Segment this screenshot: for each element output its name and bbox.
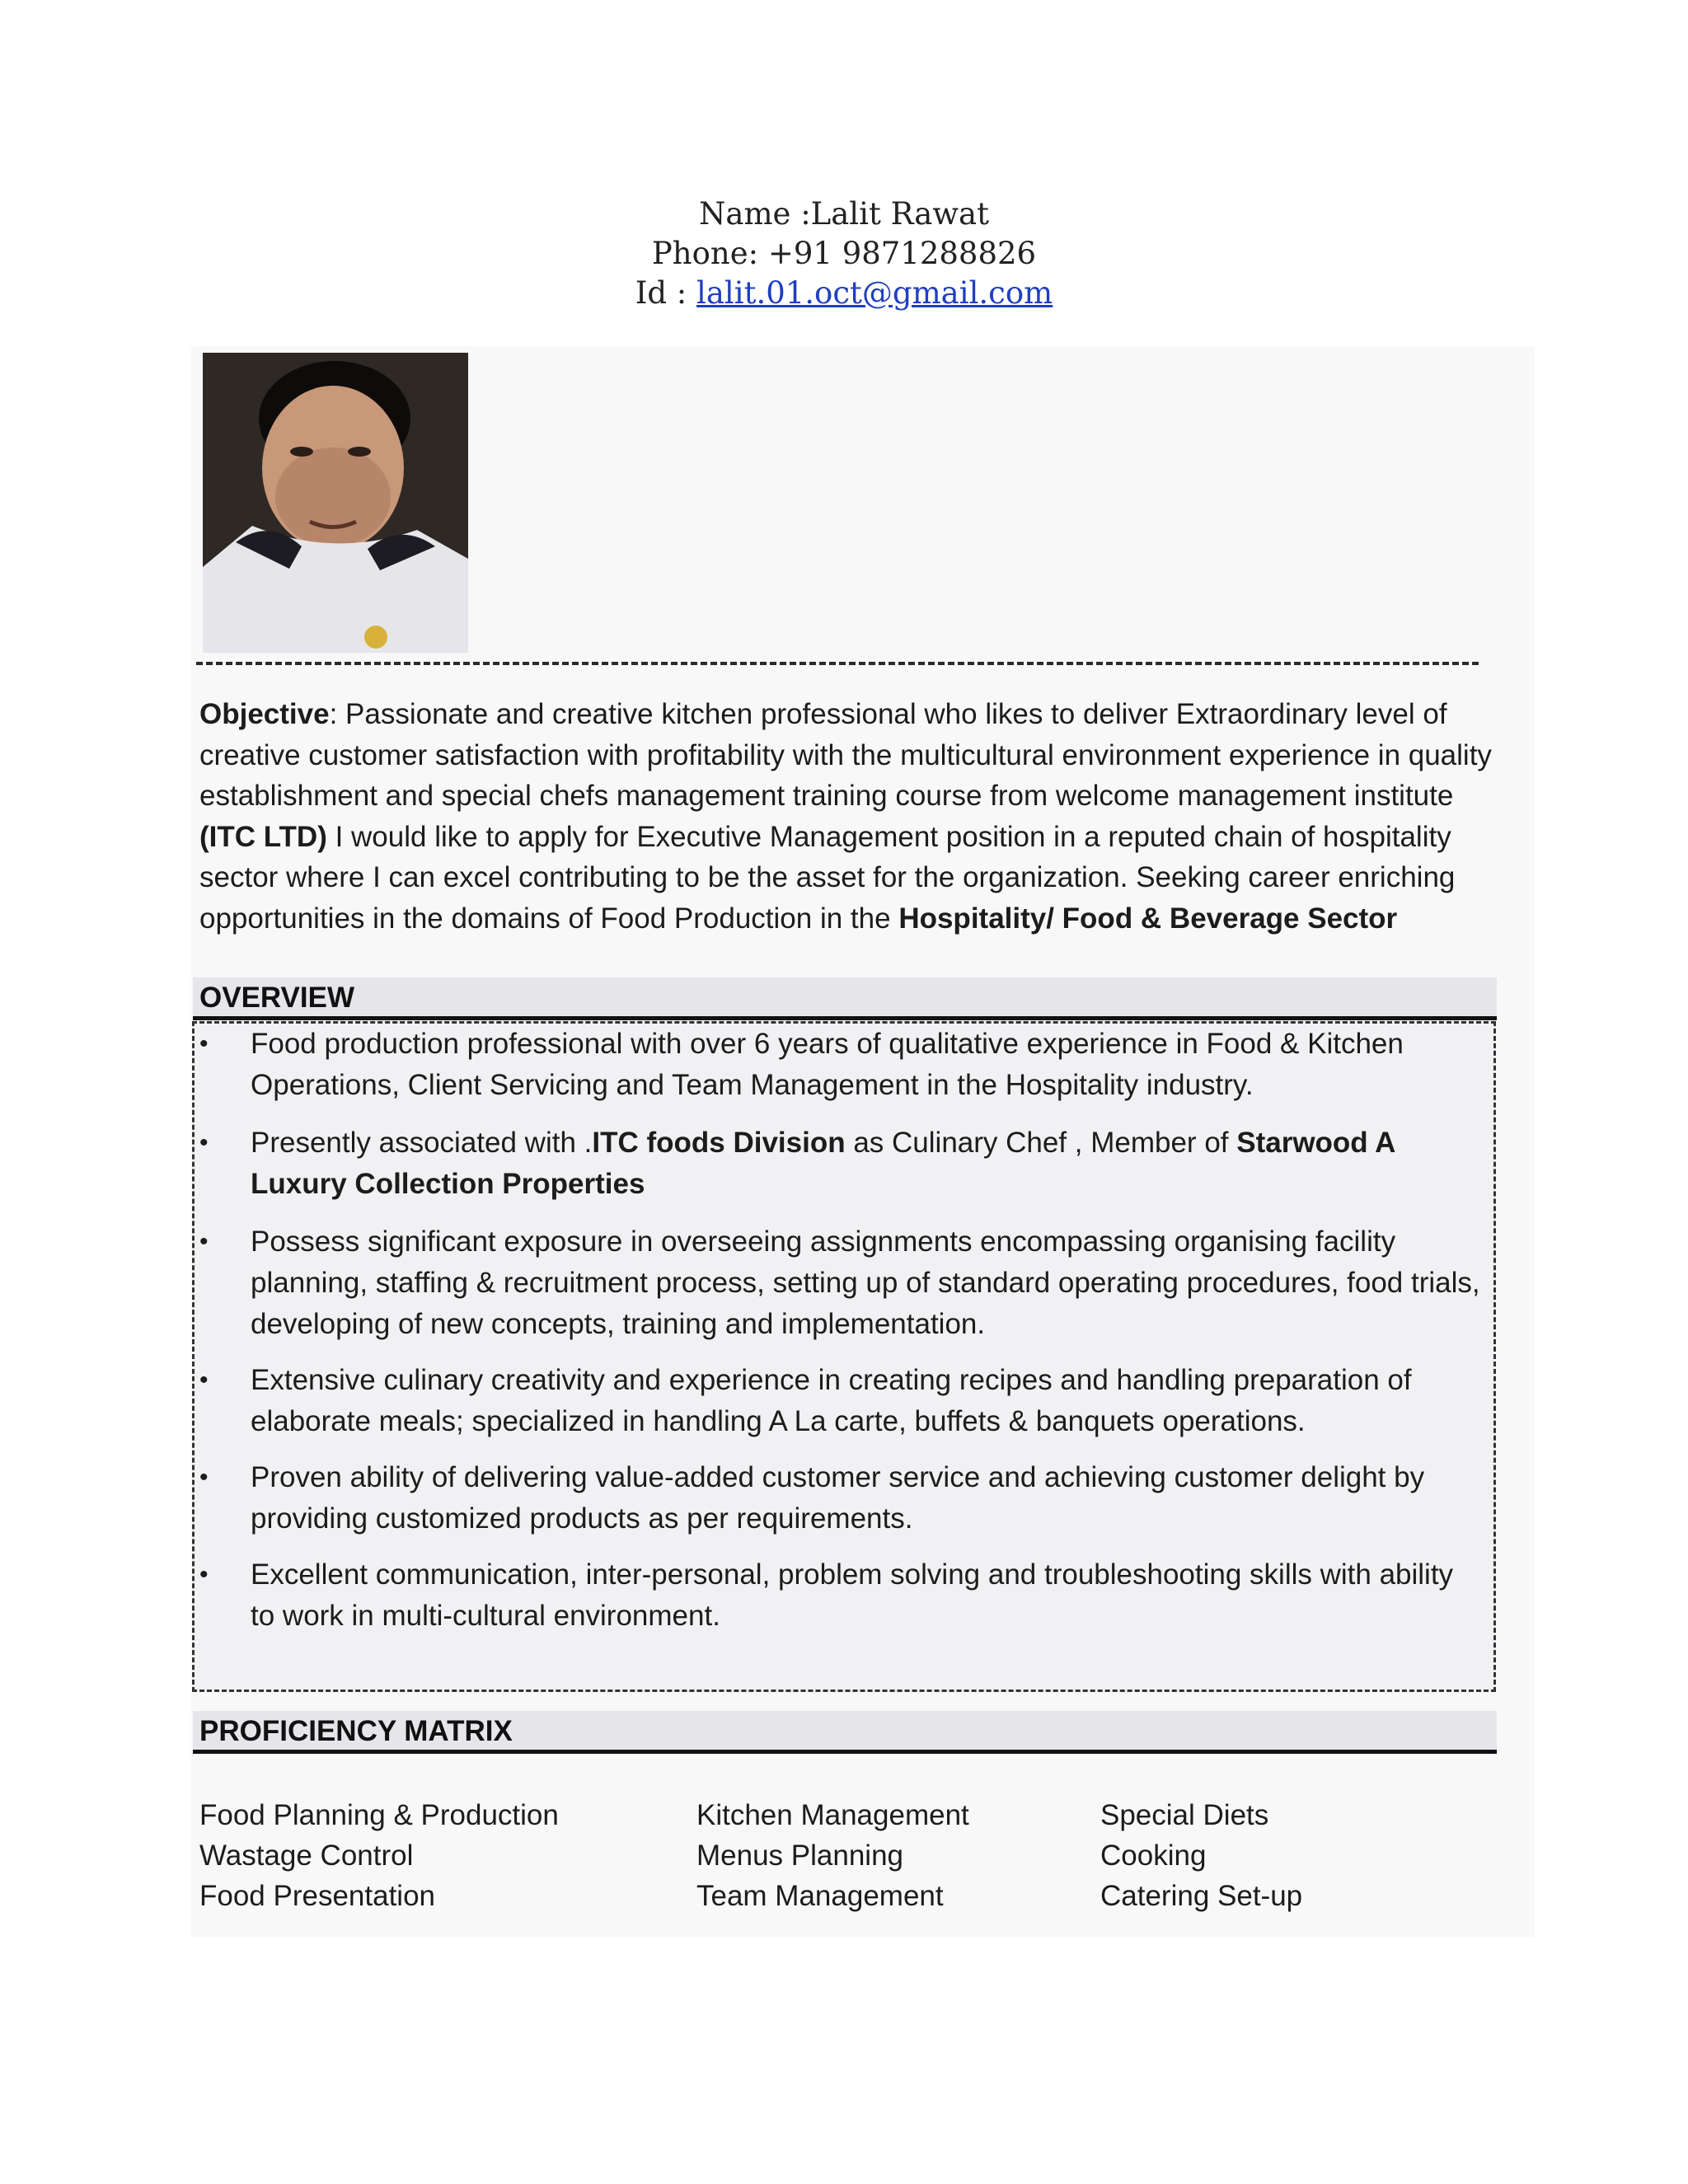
skill-item: Food Planning & Production bbox=[199, 1799, 559, 1831]
contact-header bbox=[0, 194, 1688, 313]
list-item-bold-a: ITC foods Division bbox=[592, 1127, 846, 1159]
profile-photo bbox=[203, 353, 468, 653]
bullet-icon: • bbox=[199, 1129, 209, 1156]
bullet-icon: • bbox=[199, 1464, 209, 1491]
list-item bbox=[195, 1360, 1480, 1442]
list-item-text: Possess significant exposure in overseeing assignments encompassing organising facility planning, staffing & recruitment process, setting up of standard operating procedures, food trials, developing of new concepts, training and implementation. bbox=[251, 1226, 1480, 1340]
skill-item: Kitchen Management bbox=[696, 1799, 969, 1831]
skill-item: Cooking bbox=[1100, 1840, 1207, 1872]
list-item bbox=[195, 1122, 1480, 1205]
objective-text-1: : Passionate and creative kitchen professional who likes to deliver Extraordinary level of creative customer satisfaction with profitability with the multicultural environment experience in quality establishment and special chefs management training course from welcome management institute bbox=[199, 698, 1492, 812]
list-item-text: Excellent communication, inter-personal, problem solving and troubleshooting skills with ability to work in multi-cultural environment. bbox=[251, 1558, 1454, 1632]
objective-text-2: I would like to apply for Executive Management position in a reputed chain of hospitality sector where I can excel contributing to be the asset for the organization. Seeking career enriching opportunities in the domains of Food Production in the bbox=[199, 820, 1456, 935]
objective-bold-1: (ITC LTD) bbox=[199, 820, 327, 853]
id-label: Id : bbox=[635, 275, 697, 311]
list-item-pre: Presently associated with . bbox=[251, 1127, 593, 1159]
list-item bbox=[195, 1221, 1480, 1345]
bullet-icon: • bbox=[199, 1228, 209, 1255]
list-item-mid: as Culinary Chef , Member of bbox=[845, 1127, 1237, 1159]
proficiency-column-1 bbox=[199, 1795, 559, 1916]
bullet-icon: • bbox=[199, 1561, 209, 1588]
email-link[interactable]: lalit.01.oct@gmail.com bbox=[696, 275, 1053, 311]
bullet-icon: • bbox=[199, 1030, 209, 1057]
skill-item: Food Presentation bbox=[199, 1880, 436, 1912]
skill-item: Team Management bbox=[696, 1880, 944, 1912]
objective-bold-2: Hospitality/ Food & Beverage Sector bbox=[898, 902, 1398, 935]
list-item-text: Extensive culinary creativity and experience in creating recipes and handling preparation of elaborate meals; specialized in handling A La carte, buffets & banquets operations. bbox=[251, 1364, 1412, 1437]
list-item bbox=[195, 1024, 1480, 1106]
skill-item: Wastage Control bbox=[199, 1840, 414, 1872]
overview-heading: OVERVIEW bbox=[193, 977, 1497, 1020]
proficiency-column-3 bbox=[1100, 1795, 1302, 1916]
list-item bbox=[195, 1457, 1480, 1540]
section-divider bbox=[196, 662, 1479, 665]
bullet-icon: • bbox=[199, 1366, 209, 1394]
phone-line: Phone: +91 9871288826 bbox=[651, 236, 1037, 271]
proficiency-heading: PROFICIENCY MATRIX bbox=[193, 1711, 1497, 1754]
list-item-text bbox=[251, 1122, 1480, 1205]
list-item-bold-b: Starwood A Luxury Collection Properties bbox=[251, 1127, 1395, 1200]
overview-box bbox=[192, 1021, 1496, 1692]
list-item-text: Food production professional with over 6 years of qualitative experience in Food & Kitchen Operations, Client Servicing and Team Management in the Hospitality industry. bbox=[251, 1028, 1404, 1101]
skill-item: Special Diets bbox=[1100, 1799, 1269, 1831]
skill-item: Menus Planning bbox=[696, 1840, 903, 1872]
objective-paragraph bbox=[199, 694, 1502, 939]
name-line: Name :Lalit Rawat bbox=[699, 196, 989, 232]
objective-label: Objective bbox=[199, 698, 330, 730]
list-item bbox=[195, 1554, 1480, 1637]
email-line bbox=[0, 274, 1688, 313]
list-item-text: Proven ability of delivering value-added customer service and achieving customer delight by providing customized products as per requirements. bbox=[251, 1461, 1425, 1535]
skill-item: Catering Set-up bbox=[1100, 1880, 1303, 1912]
profile-photo-graphic bbox=[203, 353, 468, 653]
proficiency-column-2 bbox=[696, 1795, 969, 1916]
